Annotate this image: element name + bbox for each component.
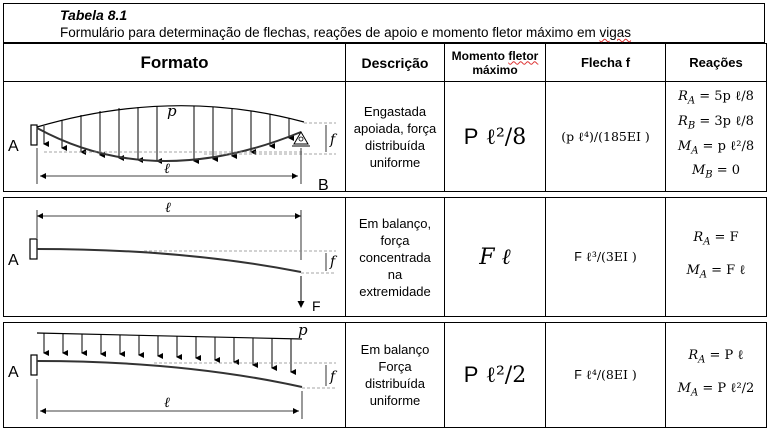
header-momento-word2: fletor xyxy=(508,48,539,63)
deflection-lead: F xyxy=(574,368,582,382)
description-line: força xyxy=(380,232,410,248)
reactions-cell xyxy=(666,323,767,428)
label-force: F xyxy=(312,298,321,314)
moment-cell xyxy=(445,323,546,428)
description-cell xyxy=(346,82,445,192)
label-load: p xyxy=(167,102,177,120)
deflection-expr: ℓ³/(3EI ) xyxy=(585,249,637,264)
description-cell xyxy=(346,323,445,428)
header-row xyxy=(4,44,767,82)
description-line: apoiada, força xyxy=(353,120,437,136)
header-descricao: Descrição xyxy=(346,44,445,82)
header-flecha: Flecha f xyxy=(546,44,666,82)
table-row xyxy=(4,82,767,192)
deflection-lead: F xyxy=(574,250,582,264)
description-line: uniforme xyxy=(369,393,421,408)
description-line: extremidade xyxy=(359,283,431,299)
description-line: Em balanço xyxy=(360,342,430,357)
label-load: p xyxy=(298,323,308,339)
fixed-support-icon xyxy=(31,355,37,375)
reaction-line: $R_B = 3p$ ℓ/8 xyxy=(678,113,754,132)
deflected-beam xyxy=(37,361,302,387)
moment-cell xyxy=(445,82,546,192)
label-a: A xyxy=(8,364,19,381)
label-b: B xyxy=(318,177,329,191)
table-caption xyxy=(3,3,765,43)
header-momento xyxy=(445,44,546,82)
fixed-pinned-beam-diagram xyxy=(4,82,345,191)
reaction-line: $M_A = P$ ℓ²/2 xyxy=(677,381,755,399)
subtitle-text: Formulário para determinação de flechas, reações de apoio e momento fletor máximo em xyxy=(60,25,600,40)
cantilever-point-load-diagram xyxy=(4,198,345,316)
deflection-expr: ℓ⁴/(8EI ) xyxy=(585,367,637,382)
label-deflection: f xyxy=(330,132,336,148)
label-a: A xyxy=(8,138,19,155)
cantilever-distributed-load-diagram xyxy=(4,323,345,427)
fixed-support-icon xyxy=(31,125,37,145)
reaction-line: $R_A = P$ ℓ xyxy=(688,348,744,366)
label-length: ℓ xyxy=(164,395,170,411)
header-momento-word3: máximo xyxy=(472,62,518,77)
deflected-beam xyxy=(37,249,301,272)
moment-expr: ℓ²/8 xyxy=(485,124,527,150)
deflected-beam xyxy=(37,128,301,161)
label-length: ℓ xyxy=(164,161,170,177)
description-line: Em balanço, xyxy=(358,215,432,231)
reaction-line: $M_B = 0$ xyxy=(691,163,741,181)
header-reacoes: Reações xyxy=(666,44,767,82)
description-line: Força xyxy=(378,359,412,374)
diagram-cell xyxy=(4,323,346,428)
reaction-line: $R_A = 5p$ ℓ/8 xyxy=(678,89,754,107)
header-momento-word1: Momento xyxy=(451,48,505,63)
deflection-cell xyxy=(546,198,666,317)
moment-cell xyxy=(445,198,546,317)
table-row xyxy=(4,198,767,317)
description-line: concentrada xyxy=(359,249,431,265)
description-line: distribuída xyxy=(365,137,425,153)
reaction-line: $R_A = F$ xyxy=(693,230,739,248)
reactions-cell xyxy=(666,82,767,192)
table-row xyxy=(4,323,767,428)
header-formato: Formato xyxy=(4,44,346,82)
description-line: Engastada xyxy=(363,103,427,119)
reactions-cell xyxy=(666,198,767,317)
description-line: na xyxy=(387,266,403,282)
deflection-cell xyxy=(546,82,666,192)
label-length: ℓ xyxy=(165,200,171,216)
load-line xyxy=(37,333,302,339)
reaction-line: $M_A = p$ ℓ²/8 xyxy=(677,138,755,157)
description-line: uniforme xyxy=(369,154,421,170)
label-deflection: f xyxy=(330,369,336,385)
moment-expr: F ℓ xyxy=(479,245,511,270)
label-a: A xyxy=(8,252,19,269)
description-cell xyxy=(346,198,445,317)
deflection-cell xyxy=(546,323,666,428)
description-line: distribuída xyxy=(365,376,425,391)
table-title: Tabela 8.1 xyxy=(60,7,128,23)
deflection-expr: (p ℓ⁴)/(185EI ) xyxy=(561,128,650,144)
label-deflection: f xyxy=(330,254,336,270)
reaction-line: $M_A = F$ ℓ xyxy=(686,263,746,281)
moment-expr: ℓ²/2 xyxy=(485,363,527,388)
moment-lead: P xyxy=(463,123,479,149)
subtitle-flagged-word: vigas xyxy=(599,25,632,40)
diagram-cell xyxy=(4,198,346,317)
moment-lead: P xyxy=(463,362,479,387)
fixed-support-icon xyxy=(30,239,37,259)
table-subtitle xyxy=(60,25,631,40)
beam-formula-table xyxy=(3,43,767,428)
diagram-cell xyxy=(4,82,346,192)
